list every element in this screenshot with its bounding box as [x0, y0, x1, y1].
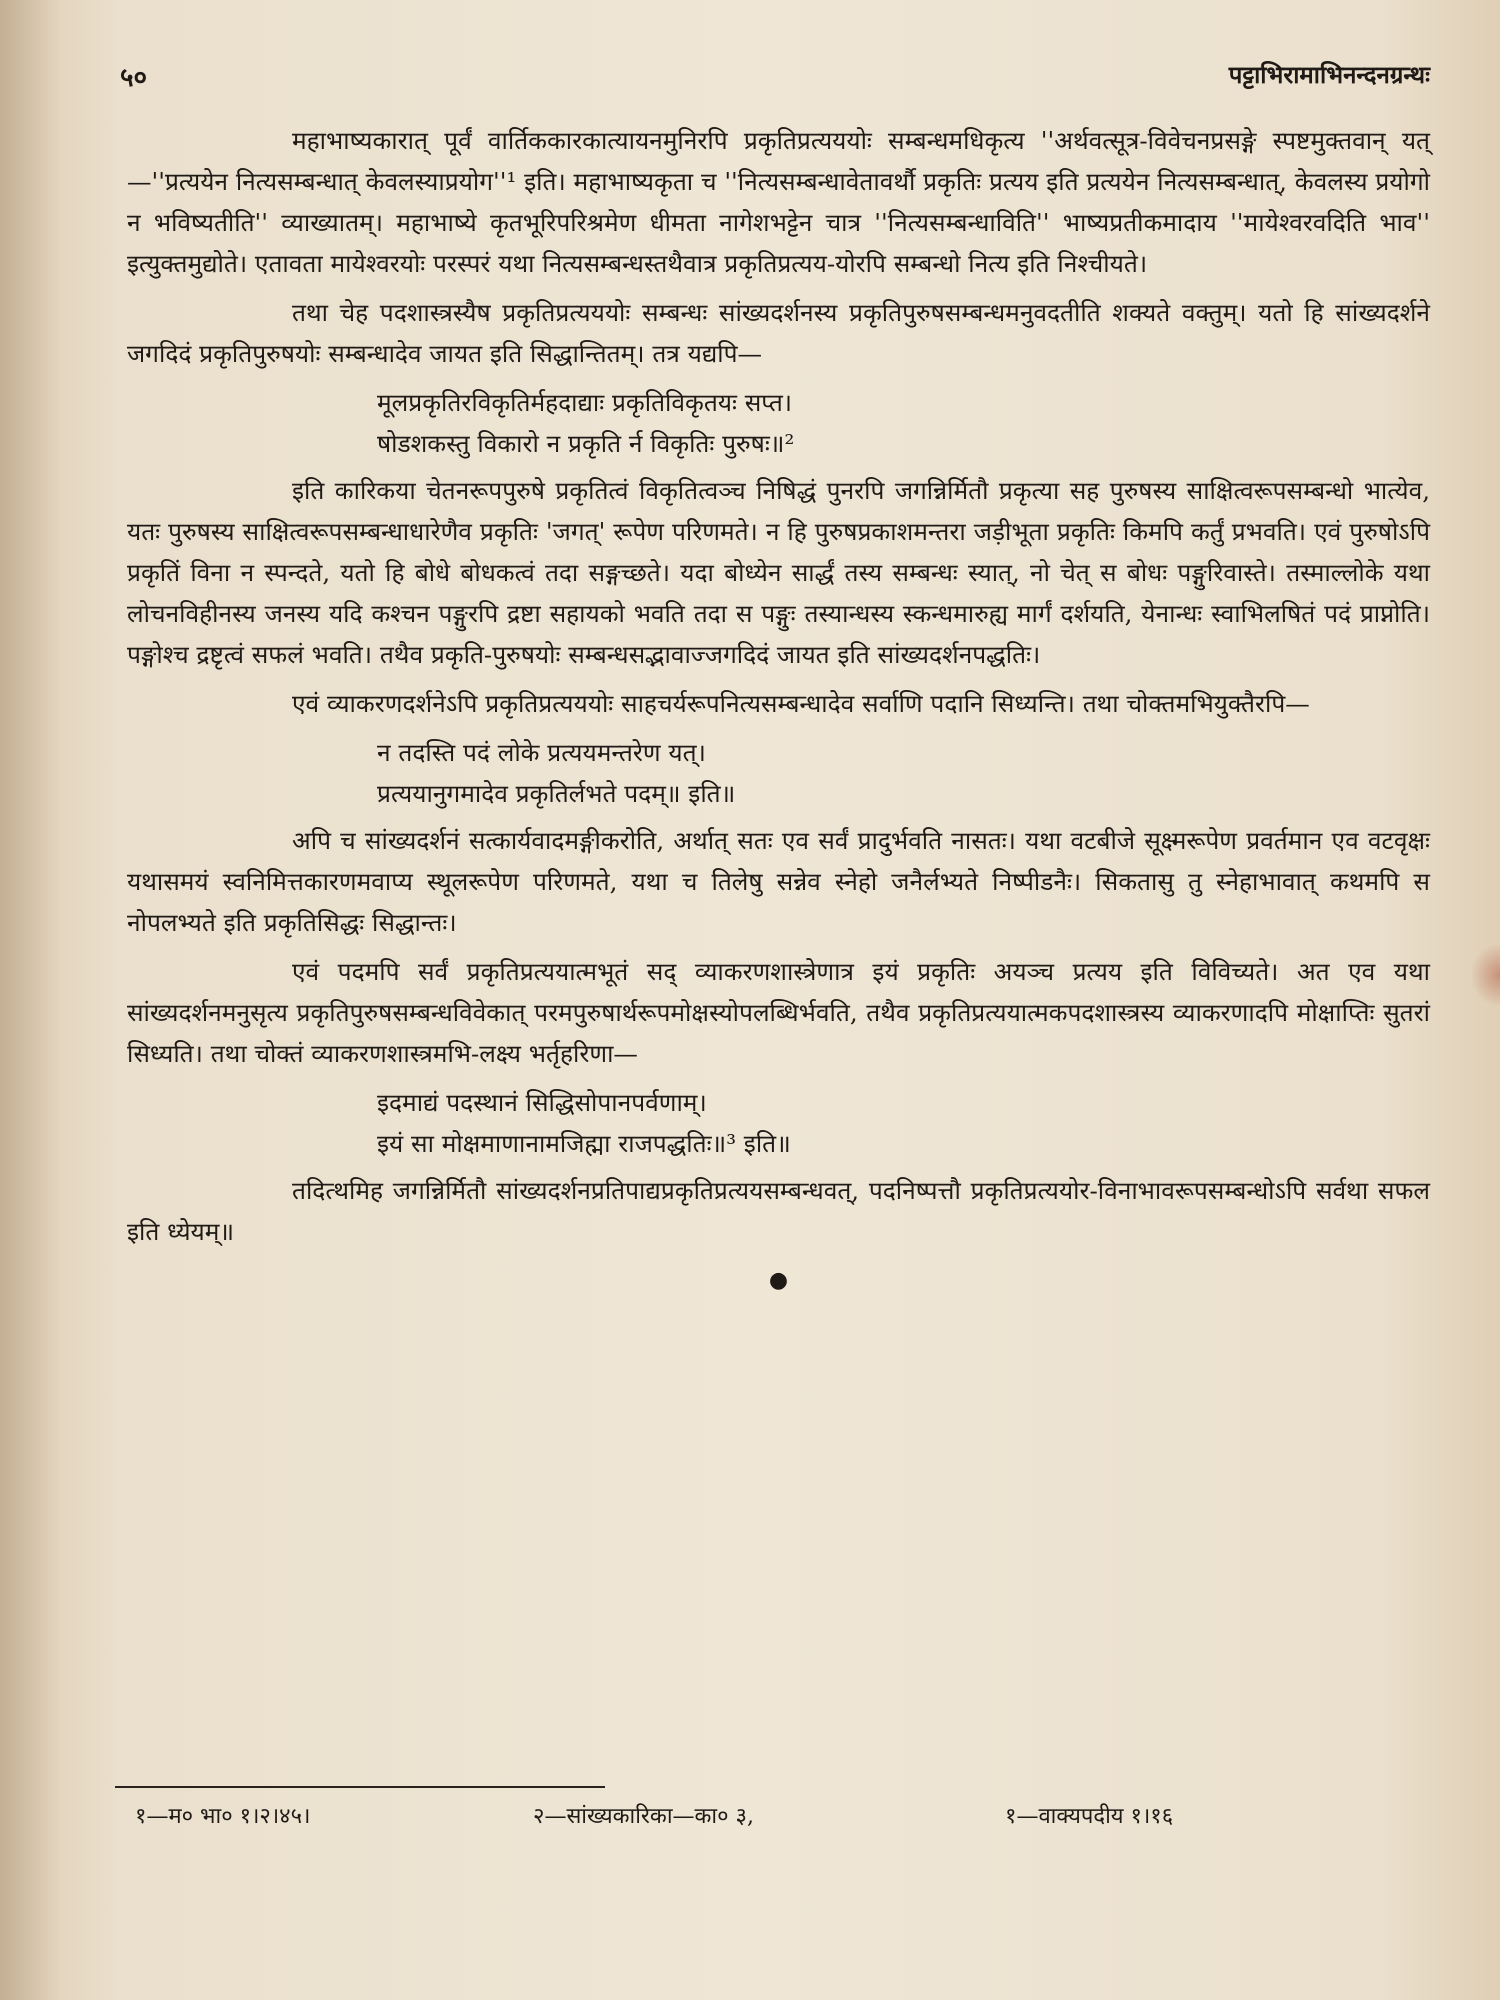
running-title: पट्टाभिरामाभिनन्दनग्रन्थः	[1228, 60, 1430, 89]
verse-vakyapadiya	[127, 1082, 1430, 1164]
verse-line: मूलप्रकृतिरविकृतिर्महदाद्याः प्रकृतिविकृतयः सप्त।	[377, 388, 793, 417]
paragraph-3: इति कारिकया चेतनरूपपुरुषे प्रकृतित्वं विकृतित्वञ्च निषिद्धं पुनरपि जगन्निर्मितौ प्रकृत्या सह पुरुषस्य साक्षित्वरूपसम्बन्धो भात्येव, यतः पुरुषस्य साक्षित्वरूपसम्बन्धाधारेणैव प्रकृतिः 'जगत्' रूपेण परिणमते। न हि पुरुषप्रकाशमन्तरा जड़ीभूता प्रकृतिः किमपि कर्तुं प्रभवति। एवं पुरुषोऽपि प्रकृतिं विना न स्पन्दते, यतो हि बोधे बोधकत्वं तदा सङ्गच्छते। यदा बोध्येन सार्द्धं तस्य सम्बन्धः स्यात्, नो चेत् स बोधः पङ्गुरिवास्ते। तस्माल्लोके यथा लोचनविहीनस्य जनस्य यदि कश्चन पङ्गुरपि द्रष्टा सहायको भवति तदा स पङ्गुः तस्यान्धस्य स्कन्धमारुह्य मार्गं दर्शयति, येनान्धः स्वाभिलषितं पदं प्राप्नोति। पङ्गोश्च द्रष्टृत्वं सफलं भवति। तथैव प्रकृति-पुरुषयोः सम्बन्धसद्भावाज्जगदिदं जायत इति सांख्यदर्शनपद्धतिः।	[127, 476, 1430, 669]
body-text	[127, 120, 1430, 1301]
footnotes	[135, 1800, 1380, 1836]
verse-samkhya-karika	[127, 382, 1430, 464]
verse-line: षोडशकस्तु विकारो न प्रकृति र्न विकृतिः पुरुषः॥²	[377, 429, 795, 458]
verse-line: प्रत्ययानुगमादेव प्रकृतिर्लभते पदम्॥ इति॥	[377, 779, 736, 808]
verse-pratyaya	[127, 732, 1430, 814]
paragraph-2: तथा चेह पदशास्त्रस्यैष प्रकृतिप्रत्यययोः सम्बन्धः सांख्यदर्शनस्य प्रकृतिपुरुषसम्बन्धमनुवदतीति शक्यते वक्तुम्। यतो हि सांख्यदर्शने जगदिदं प्रकृतिपुरुषयोः सम्बन्धादेव जायत इति सिद्धान्तितम्। तत्र यद्यपि—	[127, 298, 1430, 368]
paragraph-5: अपि च सांख्यदर्शनं सत्कार्यवादमङ्गीकरोति, अर्थात् सतः एव सर्वं प्रादुर्भवति नासतः। यथा वटबीजे सूक्ष्मरूपेण प्रवर्तमान एव वटवृक्षः यथासमयं स्वनिमित्तकारणमवाप्य स्थूलरूपेण परिणमते, यथा च तिलेषु सन्नेव स्नेहो जनैर्लभ्यते निष्पीडनैः। सिकतासु तु स्नेहाभावात् कथमपि स नोपलभ्यते इति प्रकृतिसिद्धः सिद्धान्तः।	[127, 826, 1430, 937]
spine-shadow	[0, 0, 60, 2000]
colophon-ornament: ●	[768, 1268, 789, 1293]
paragraph-7: तदित्थमिह जगन्निर्मितौ सांख्यदर्शनप्रतिपाद्यप्रकृतिप्रत्ययसम्बन्धवत्, पदनिष्पत्तौ प्रकृतिप्रत्ययोर-विनाभावरूपसम्बन्धोऽपि सर्वथा सफल इति ध्येयम्॥	[127, 1176, 1430, 1246]
verse-line: न तदस्ति पदं लोके प्रत्ययमन्तरेण यत्।	[377, 738, 706, 767]
page-header	[120, 58, 1430, 98]
footnote-1: १—म० भा० १।२।४५।	[135, 1804, 311, 1829]
footnote-3: १—वाक्यपदीय १।१६	[1005, 1804, 1174, 1829]
paragraph-1: महाभाष्यकारात् पूर्वं वार्तिककारकात्यायनमुनिरपि प्रकृतिप्रत्यययोः सम्बन्धमधिकृत्य ''अर्थवत्सूत्र-विवेचनप्रसङ्गे स्पष्टमुक्तवान् यत्—''प्रत्ययेन नित्यसम्बन्धात् केवलस्याप्रयोग''¹ इति। महाभाष्यकृता च ''नित्यसम्बन्धावेतावर्थौ प्रकृतिः प्रत्यय इति प्रत्ययेन नित्यसम्बन्धात्, केवलस्य प्रयोगो न भविष्यतीति'' व्याख्यातम्। महाभाष्ये कृतभूरिपरिश्रमेण धीमता नागेशभट्टेन चात्र ''नित्यसम्बन्धाविति'' भाष्यप्रतीकमादाय ''मायेश्वरवदिति भाव'' इत्युक्तमुद्योते। एतावता मायेश्वरयोः परस्परं यथा नित्यसम्बन्धस्तथैवात्र प्रकृतिप्रत्यय-योरपि सम्बन्धो नित्य इति निश्चीयते।	[127, 126, 1430, 278]
verse-line: इयं सा मोक्षमाणानामजिह्मा राजपद्धतिः॥³ इति॥	[377, 1129, 791, 1158]
footnote-divider	[115, 1786, 605, 1788]
paragraph-6: एवं पदमपि सर्वं प्रकृतिप्रत्ययात्मभूतं सद् व्याकरणशास्त्रेणात्र इयं प्रकृतिः अयञ्च प्रत्यय इति विविच्यते। अत एव यथा सांख्यदर्शनमनुसृत्य प्रकृतिपुरुषसम्बन्धविवेकात् परमपुरुषार्थरूपमोक्षस्योपलब्धिर्भवति, तथैव प्रकृतिप्रत्ययात्मकपदशास्त्रस्य व्याकरणादपि मोक्षाप्तिः सुतरां सिध्यति। तथा चोक्तं व्याकरणशास्त्रमभि-लक्ष्य भर्तृहरिणा—	[127, 957, 1430, 1068]
footnote-2: २—सांख्यकारिका—का० ३,	[533, 1804, 754, 1829]
page-stain	[1472, 945, 1500, 1005]
page-number: ५०	[120, 63, 148, 93]
paragraph-4: एवं व्याकरणदर्शनेऽपि प्रकृतिप्रत्यययोः साहचर्यरूपनित्यसम्बन्धादेव सर्वाणि पदानि सिध्यन्ति। तथा चोक्तमभियुक्तैरपि—	[292, 689, 1310, 718]
verse-line: इदमाद्यं पदस्थानं सिद्धिसोपानपर्वणाम्।	[377, 1088, 707, 1117]
